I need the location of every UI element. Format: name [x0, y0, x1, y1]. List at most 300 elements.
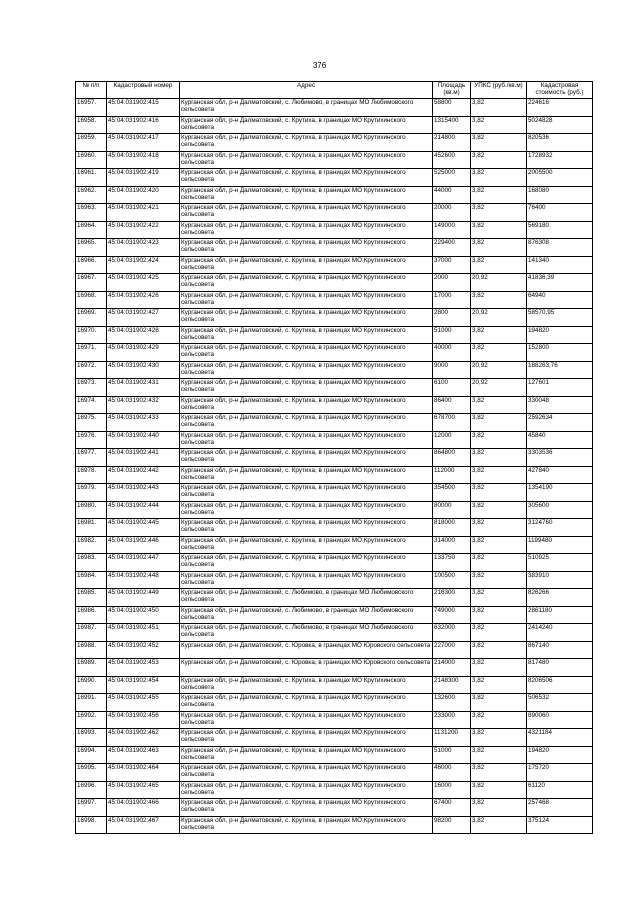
- cell-upks: 3,82: [471, 554, 527, 572]
- cell-area: 17000: [433, 291, 471, 309]
- cell-cadastral-cost: 1354190: [527, 484, 593, 502]
- cell-address: Курганская обл, р-н Далматовский, с. Крутиха, в границах МО Крутихинского сельсовета: [180, 204, 433, 222]
- cell-address: Курганская обл, р-н Далматовский, с. Юровка, в границах МО Юровского сельсовета: [180, 659, 433, 677]
- cell-cadastral-cost: 506532: [527, 694, 593, 712]
- cell-cadastral-cost: 152800: [527, 344, 593, 362]
- cell-upks: 3,82: [471, 431, 527, 449]
- cell-cadastral-cost: 194820: [527, 326, 593, 344]
- cell-cadastral-number: 45:04:031902:428: [107, 326, 180, 344]
- cell-area: 216300: [433, 589, 471, 607]
- table-row: [76, 169, 593, 187]
- cell-address: Курганская обл, р-н Далматовский, с. Крутиха, в границах МО Крутихинского сельсовета: [180, 536, 433, 554]
- cell-cadastral-number: 45:04:031902:453: [107, 659, 180, 677]
- cell-number: 16970.: [76, 326, 107, 344]
- cell-upks: 3,82: [471, 764, 527, 782]
- table-row: [76, 99, 593, 117]
- cell-upks: 3,82: [471, 624, 527, 642]
- cell-number: 16980.: [76, 501, 107, 519]
- cell-upks: 20,92: [471, 379, 527, 397]
- cell-upks: 3,82: [471, 729, 527, 747]
- cell-address: Курганская обл, р-н Далматовский, с. Любимово, в границах МО Любимовского сельсовета: [180, 606, 433, 624]
- cell-upks: 20,92: [471, 274, 527, 292]
- table-row: [76, 274, 593, 292]
- cell-upks: 20,92: [471, 361, 527, 379]
- cell-area: 214000: [433, 659, 471, 677]
- table-row: [76, 239, 593, 257]
- cell-cadastral-cost: 2592634: [527, 414, 593, 432]
- cell-cadastral-cost: 510925: [527, 554, 593, 572]
- cell-upks: 3,82: [471, 606, 527, 624]
- cell-upks: 3,82: [471, 484, 527, 502]
- cell-cadastral-cost: 5024828: [527, 116, 593, 134]
- cell-upks: 3,82: [471, 99, 527, 117]
- cell-cadastral-number: 45:04:031902:452: [107, 641, 180, 659]
- table-row: [76, 659, 593, 677]
- page-number: 376: [312, 61, 327, 70]
- cell-cadastral-number: 45:04:031902:426: [107, 291, 180, 309]
- cell-address: Курганская обл, р-н Далматовский, с. Крутиха, в границах МО Крутихинского сельсовета: [180, 239, 433, 257]
- cell-area: 233000: [433, 711, 471, 729]
- cell-cadastral-cost: 45840: [527, 431, 593, 449]
- table-row: [76, 781, 593, 799]
- header-area: Площадь (кв.м): [433, 82, 471, 99]
- cell-number: 16998.: [76, 816, 107, 834]
- cell-area: 112000: [433, 466, 471, 484]
- cell-cadastral-cost: 427840: [527, 466, 593, 484]
- cell-cadastral-cost: 3124760: [527, 519, 593, 537]
- cell-upks: 3,82: [471, 414, 527, 432]
- cell-address: Курганская обл, р-н Далматовский, с. Любимово, в границах МО Любимовского сельсовета: [180, 99, 433, 117]
- cell-area: 227000: [433, 641, 471, 659]
- cell-address: Курганская обл, р-н Далматовский, с. Крутиха, в границах МО Крутихинского сельсовета: [180, 501, 433, 519]
- cell-cadastral-number: 45:04:031902:440: [107, 431, 180, 449]
- cell-number: 16984.: [76, 571, 107, 589]
- cell-area: 20000: [433, 204, 471, 222]
- cell-cadastral-cost: 2861180: [527, 606, 593, 624]
- cell-number: 16991.: [76, 694, 107, 712]
- cell-cadastral-number: 45:04:031902:448: [107, 571, 180, 589]
- cell-number: 16959.: [76, 134, 107, 152]
- table-row: [76, 641, 593, 659]
- cell-area: 132600: [433, 694, 471, 712]
- cell-upks: 3,82: [471, 186, 527, 204]
- cell-address: Курганская обл, р-н Далматовский, с. Крутиха, в границах МО Крутихинского сельсовета: [180, 554, 433, 572]
- table-row: [76, 204, 593, 222]
- cell-area: 16000: [433, 781, 471, 799]
- cell-area: 6100: [433, 379, 471, 397]
- table-row: [76, 484, 593, 502]
- cell-upks: 3,82: [471, 344, 527, 362]
- cell-cadastral-cost: 41836,39: [527, 274, 593, 292]
- cell-cadastral-cost: 58570,95: [527, 309, 593, 327]
- cell-cadastral-cost: 61120: [527, 781, 593, 799]
- cell-address: Курганская обл, р-н Далматовский, с. Крутиха, в границах МО Крутихинского сельсовета: [180, 134, 433, 152]
- cadastral-table: [75, 81, 593, 834]
- cell-address: Курганская обл, р-н Далматовский, с. Крутиха, в границах МО Крутихинского сельсовета: [180, 571, 433, 589]
- table-row: [76, 589, 593, 607]
- cell-number: 16964.: [76, 221, 107, 239]
- cell-upks: 3,82: [471, 466, 527, 484]
- cell-cadastral-number: 45:04:031902:449: [107, 589, 180, 607]
- cell-cadastral-cost: 141340: [527, 256, 593, 274]
- table-row: [76, 256, 593, 274]
- table-row: [76, 186, 593, 204]
- cell-number: 16971.: [76, 344, 107, 362]
- cell-upks: 3,82: [471, 134, 527, 152]
- cell-upks: 3,82: [471, 519, 527, 537]
- cell-address: Курганская обл, р-н Далматовский, с. Крутиха, в границах МО Крутихинского сельсовета: [180, 361, 433, 379]
- cell-number: 16983.: [76, 554, 107, 572]
- cell-number: 16972.: [76, 361, 107, 379]
- cell-number: 16967.: [76, 274, 107, 292]
- cell-cadastral-number: 45:04:031902:424: [107, 256, 180, 274]
- table-row: [76, 501, 593, 519]
- cell-cadastral-number: 45:04:031902:447: [107, 554, 180, 572]
- cell-cadastral-number: 45:04:031902:456: [107, 711, 180, 729]
- cell-address: Курганская обл, р-н Далматовский, с. Крутиха, в границах МО Крутихинского сельсовета: [180, 484, 433, 502]
- cell-cadastral-cost: 175720: [527, 764, 593, 782]
- table-row: [76, 816, 593, 834]
- cell-number: 16977.: [76, 449, 107, 467]
- cell-cadastral-cost: 305600: [527, 501, 593, 519]
- cell-number: 16982.: [76, 536, 107, 554]
- table-row: [76, 764, 593, 782]
- cell-number: 16986.: [76, 606, 107, 624]
- cell-area: 98200: [433, 816, 471, 834]
- cell-area: 525000: [433, 169, 471, 187]
- cell-cadastral-number: 45:04:031902:443: [107, 484, 180, 502]
- cell-cadastral-cost: 224616: [527, 99, 593, 117]
- header-address: Адрес: [180, 82, 433, 99]
- cell-cadastral-cost: 3303536: [527, 449, 593, 467]
- cell-area: 229400: [433, 239, 471, 257]
- cell-address: Курганская обл, р-н Далматовский, с. Крутиха, в границах МО Крутихинского сельсовета: [180, 379, 433, 397]
- cell-upks: 3,82: [471, 326, 527, 344]
- cell-area: 214800: [433, 134, 471, 152]
- cell-number: 16975.: [76, 414, 107, 432]
- cell-number: 16966.: [76, 256, 107, 274]
- cell-cadastral-cost: 2414240: [527, 624, 593, 642]
- cell-cadastral-cost: 127601: [527, 379, 593, 397]
- cell-upks: 3,82: [471, 256, 527, 274]
- cell-upks: 3,82: [471, 221, 527, 239]
- cell-area: 354500: [433, 484, 471, 502]
- cell-upks: 3,82: [471, 239, 527, 257]
- header-cadastral-number: Кадастровый номер: [107, 82, 180, 99]
- cell-address: Курганская обл, р-н Далматовский, с. Крутиха, в границах МО Крутихинского сельсовета: [180, 466, 433, 484]
- table-row: [76, 746, 593, 764]
- cell-cadastral-cost: 817480: [527, 659, 593, 677]
- cell-number: 16997.: [76, 799, 107, 817]
- cell-number: 16992.: [76, 711, 107, 729]
- header-upks: УПКС (руб./кв.м): [471, 82, 527, 99]
- cell-upks: 3,82: [471, 536, 527, 554]
- cell-cadastral-cost: 76400: [527, 204, 593, 222]
- cell-cadastral-cost: 330048: [527, 396, 593, 414]
- cell-number: 16969.: [76, 309, 107, 327]
- cell-upks: 3,82: [471, 746, 527, 764]
- cell-cadastral-cost: 168080: [527, 186, 593, 204]
- cell-upks: 3,82: [471, 676, 527, 694]
- cell-area: 2800: [433, 309, 471, 327]
- cell-upks: 3,82: [471, 291, 527, 309]
- cell-cadastral-number: 45:04:031902:466: [107, 799, 180, 817]
- cell-address: Курганская обл, р-н Далматовский, с. Крутиха, в границах МО Крутихинского сельсовета: [180, 169, 433, 187]
- cell-cadastral-cost: 188263,76: [527, 361, 593, 379]
- cell-area: 149000: [433, 221, 471, 239]
- table-row: [76, 134, 593, 152]
- cell-cadastral-number: 45:04:031902:464: [107, 764, 180, 782]
- table-header-row: [76, 82, 593, 99]
- cell-number: 16988.: [76, 641, 107, 659]
- cell-cadastral-number: 45:04:031902:415: [107, 99, 180, 117]
- cell-address: Курганская обл, р-н Далматовский, с. Крутиха, в границах МО Крутихинского сельсовета: [180, 799, 433, 817]
- cell-address: Курганская обл, р-н Далматовский, с. Юровка, в границах МО Юровского сельсовета: [180, 641, 433, 659]
- table-row: [76, 606, 593, 624]
- cell-area: 632000: [433, 624, 471, 642]
- cell-area: 9000: [433, 361, 471, 379]
- table-row: [76, 711, 593, 729]
- cell-cadastral-cost: 8206506: [527, 676, 593, 694]
- cell-cadastral-number: 45:04:031902:465: [107, 781, 180, 799]
- table-row: [76, 151, 593, 169]
- cell-area: 314000: [433, 536, 471, 554]
- cell-cadastral-number: 45:04:031902:430: [107, 361, 180, 379]
- cell-upks: 3,82: [471, 711, 527, 729]
- cell-cadastral-number: 45:04:031902:450: [107, 606, 180, 624]
- cell-number: 16963.: [76, 204, 107, 222]
- cell-address: Курганская обл, р-н Далматовский, с. Крутиха, в границах МО Крутихинского сельсовета: [180, 344, 433, 362]
- cell-cadastral-cost: 4321184: [527, 729, 593, 747]
- table-row: [76, 221, 593, 239]
- cell-address: Курганская обл, р-н Далматовский, с. Крутиха, в границах МО Крутихинского сельсовета: [180, 414, 433, 432]
- table-row: [76, 536, 593, 554]
- cell-cadastral-cost: 194820: [527, 746, 593, 764]
- cell-number: 16960.: [76, 151, 107, 169]
- cell-area: 86400: [433, 396, 471, 414]
- cell-address: Курганская обл, р-н Далматовский, с. Крутиха, в границах МО Крутихинского сельсовета: [180, 729, 433, 747]
- table-row: [76, 309, 593, 327]
- cell-address: Курганская обл, р-н Далматовский, с. Любимово, в границах МО Любимовского сельсовета: [180, 624, 433, 642]
- cell-address: Курганская обл, р-н Далматовский, с. Любимово, в границах МО Любимовского сельсовета: [180, 589, 433, 607]
- cell-upks: 3,82: [471, 589, 527, 607]
- cell-address: Курганская обл, р-н Далматовский, с. Крутиха, в границах МО Крутихинского сельсовета: [180, 326, 433, 344]
- cell-upks: 3,82: [471, 396, 527, 414]
- cell-upks: 3,82: [471, 169, 527, 187]
- table-row: [76, 676, 593, 694]
- cell-upks: 3,82: [471, 204, 527, 222]
- cell-area: 2148300: [433, 676, 471, 694]
- cell-cadastral-number: 45:04:031902:441: [107, 449, 180, 467]
- cell-upks: 3,82: [471, 449, 527, 467]
- cell-area: 51000: [433, 326, 471, 344]
- cell-cadastral-number: 45:04:031902:445: [107, 519, 180, 537]
- cell-address: Курганская обл, р-н Далматовский, с. Крутиха, в границах МО Крутихинского сельсовета: [180, 274, 433, 292]
- cell-cadastral-cost: 257468: [527, 799, 593, 817]
- cell-cadastral-number: 45:04:031902:418: [107, 151, 180, 169]
- cell-cadastral-cost: 826266: [527, 589, 593, 607]
- table-row: [76, 729, 593, 747]
- cell-cadastral-number: 45:04:031902:446: [107, 536, 180, 554]
- cell-number: 16962.: [76, 186, 107, 204]
- cell-address: Курганская обл, р-н Далматовский, с. Крутиха, в границах МО Крутихинского сельсовета: [180, 781, 433, 799]
- cell-number: 16974.: [76, 396, 107, 414]
- cell-upks: 3,82: [471, 799, 527, 817]
- table-row: [76, 414, 593, 432]
- cell-cadastral-number: 45:04:031902:425: [107, 274, 180, 292]
- cell-cadastral-cost: 876308: [527, 239, 593, 257]
- cell-upks: 20,92: [471, 309, 527, 327]
- cell-cadastral-number: 45:04:031902:454: [107, 676, 180, 694]
- cell-address: Курганская обл, р-н Далматовский, с. Крутиха, в границах МО Крутихинского сельсовета: [180, 186, 433, 204]
- cell-address: Курганская обл, р-н Далматовский, с. Крутиха, в границах МО Крутихинского сельсовета: [180, 431, 433, 449]
- cell-upks: 3,82: [471, 781, 527, 799]
- cell-cadastral-number: 45:04:031902:442: [107, 466, 180, 484]
- cell-address: Курганская обл, р-н Далматовский, с. Крутиха, в границах МО Крутихинского сельсовета: [180, 519, 433, 537]
- table-row: [76, 326, 593, 344]
- cell-cadastral-number: 45:04:031902:419: [107, 169, 180, 187]
- cell-cadastral-cost: 867140: [527, 641, 593, 659]
- cell-cadastral-cost: 569180: [527, 221, 593, 239]
- cell-number: 16989.: [76, 659, 107, 677]
- cell-number: 16957.: [76, 99, 107, 117]
- cell-upks: 3,82: [471, 641, 527, 659]
- table-row: [76, 466, 593, 484]
- cell-area: 44000: [433, 186, 471, 204]
- cell-number: 16995.: [76, 764, 107, 782]
- cell-number: 16994.: [76, 746, 107, 764]
- cell-cadastral-number: 45:04:031902:420: [107, 186, 180, 204]
- cell-area: 1131200: [433, 729, 471, 747]
- header-cadastral-cost: Кадастровая стоимость (руб.): [527, 82, 593, 99]
- cell-address: Курганская обл, р-н Далматовский, с. Крутиха, в границах МО Крутихинского сельсовета: [180, 676, 433, 694]
- cell-area: 818000: [433, 519, 471, 537]
- cell-area: 100500: [433, 571, 471, 589]
- cell-number: 16958.: [76, 116, 107, 134]
- cell-cadastral-number: 45:04:031902:433: [107, 414, 180, 432]
- cell-cadastral-number: 45:04:031902:431: [107, 379, 180, 397]
- cell-cadastral-cost: 1728932: [527, 151, 593, 169]
- cell-cadastral-number: 45:04:031902:455: [107, 694, 180, 712]
- cell-number: 16996.: [76, 781, 107, 799]
- cell-area: 58800: [433, 99, 471, 117]
- table-row: [76, 694, 593, 712]
- cell-number: 16979.: [76, 484, 107, 502]
- cell-area: 2000: [433, 274, 471, 292]
- cell-cadastral-number: 45:04:031902:467: [107, 816, 180, 834]
- cell-address: Курганская обл, р-н Далматовский, с. Крутиха, в границах МО Крутихинского сельсовета: [180, 396, 433, 414]
- header-number: № п/п: [76, 82, 107, 99]
- table-row: [76, 571, 593, 589]
- cell-address: Курганская обл, р-н Далматовский, с. Крутиха, в границах МО Крутихинского сельсовета: [180, 116, 433, 134]
- table-row: [76, 449, 593, 467]
- cell-upks: 3,82: [471, 151, 527, 169]
- cell-address: Курганская обл, р-н Далматовский, с. Крутиха, в границах МО Крутихинского сельсовета: [180, 746, 433, 764]
- cell-cadastral-number: 45:04:031902:462: [107, 729, 180, 747]
- cell-cadastral-number: 45:04:031902:417: [107, 134, 180, 152]
- table-row: [76, 379, 593, 397]
- cell-cadastral-number: 45:04:031902:416: [107, 116, 180, 134]
- cell-cadastral-number: 45:04:031902:427: [107, 309, 180, 327]
- cell-address: Курганская обл, р-н Далматовский, с. Крутиха, в границах МО Крутихинского сельсовета: [180, 309, 433, 327]
- cell-upks: 3,82: [471, 659, 527, 677]
- cell-area: 864800: [433, 449, 471, 467]
- cell-upks: 3,82: [471, 501, 527, 519]
- table-row: [76, 431, 593, 449]
- cell-upks: 3,82: [471, 816, 527, 834]
- cell-cadastral-cost: 1199480: [527, 536, 593, 554]
- cell-number: 16961.: [76, 169, 107, 187]
- cell-area: 67400: [433, 799, 471, 817]
- cell-area: 678700: [433, 414, 471, 432]
- cell-number: 16993.: [76, 729, 107, 747]
- cell-number: 16990.: [76, 676, 107, 694]
- table-body: [76, 99, 593, 834]
- table-row: [76, 361, 593, 379]
- cell-upks: 3,82: [471, 571, 527, 589]
- cell-area: 1315400: [433, 116, 471, 134]
- cell-cadastral-cost: 64940: [527, 291, 593, 309]
- cell-cadastral-number: 45:04:031902:451: [107, 624, 180, 642]
- cell-cadastral-cost: 383910: [527, 571, 593, 589]
- table-row: [76, 554, 593, 572]
- table-row: [76, 291, 593, 309]
- cell-cadastral-number: 45:04:031902:463: [107, 746, 180, 764]
- cell-upks: 3,82: [471, 116, 527, 134]
- cell-address: Курганская обл, р-н Далматовский, с. Крутиха, в границах МО Крутихинского сельсовета: [180, 694, 433, 712]
- table-row: [76, 519, 593, 537]
- table-row: [76, 396, 593, 414]
- cell-cadastral-number: 45:04:031902:422: [107, 221, 180, 239]
- cell-number: 16973.: [76, 379, 107, 397]
- cell-cadastral-cost: 375124: [527, 816, 593, 834]
- cell-address: Курганская обл, р-н Далматовский, с. Крутиха, в границах МО Крутихинского сельсовета: [180, 449, 433, 467]
- cell-cadastral-number: 45:04:031902:444: [107, 501, 180, 519]
- cell-area: 80000: [433, 501, 471, 519]
- cell-upks: 3,82: [471, 694, 527, 712]
- table-row: [76, 344, 593, 362]
- table-row: [76, 799, 593, 817]
- cell-address: Курганская обл, р-н Далматовский, с. Крутиха, в границах МО Крутихинского сельсовета: [180, 151, 433, 169]
- cell-area: 51000: [433, 746, 471, 764]
- table-row: [76, 624, 593, 642]
- cell-address: Курганская обл, р-н Далматовский, с. Крутиха, в границах МО Крутихинского сельсовета: [180, 256, 433, 274]
- cell-cadastral-cost: 2005500: [527, 169, 593, 187]
- cell-number: 16981.: [76, 519, 107, 537]
- cell-area: 37000: [433, 256, 471, 274]
- table-row: [76, 116, 593, 134]
- cell-cadastral-number: 45:04:031902:421: [107, 204, 180, 222]
- cell-cadastral-cost: 890060: [527, 711, 593, 729]
- cell-number: 16978.: [76, 466, 107, 484]
- cell-number: 16976.: [76, 431, 107, 449]
- cell-area: 452600: [433, 151, 471, 169]
- cell-number: 16987.: [76, 624, 107, 642]
- cell-number: 16965.: [76, 239, 107, 257]
- cell-area: 12000: [433, 431, 471, 449]
- cell-address: Курганская обл, р-н Далматовский, с. Крутиха, в границах МО Крутихинского сельсовета: [180, 816, 433, 834]
- cell-cadastral-number: 45:04:031902:429: [107, 344, 180, 362]
- cell-address: Курганская обл, р-н Далматовский, с. Крутиха, в границах МО Крутихинского сельсовета: [180, 764, 433, 782]
- cell-area: 133750: [433, 554, 471, 572]
- cell-address: Курганская обл, р-н Далматовский, с. Крутиха, в границах МО Крутихинского сельсовета: [180, 291, 433, 309]
- cell-area: 40000: [433, 344, 471, 362]
- cell-cadastral-cost: 820536: [527, 134, 593, 152]
- cell-area: 46000: [433, 764, 471, 782]
- cell-cadastral-number: 45:04:031902:423: [107, 239, 180, 257]
- cell-address: Курганская обл, р-н Далматовский, с. Крутиха, в границах МО Крутихинского сельсовета: [180, 711, 433, 729]
- cell-cadastral-number: 45:04:031902:432: [107, 396, 180, 414]
